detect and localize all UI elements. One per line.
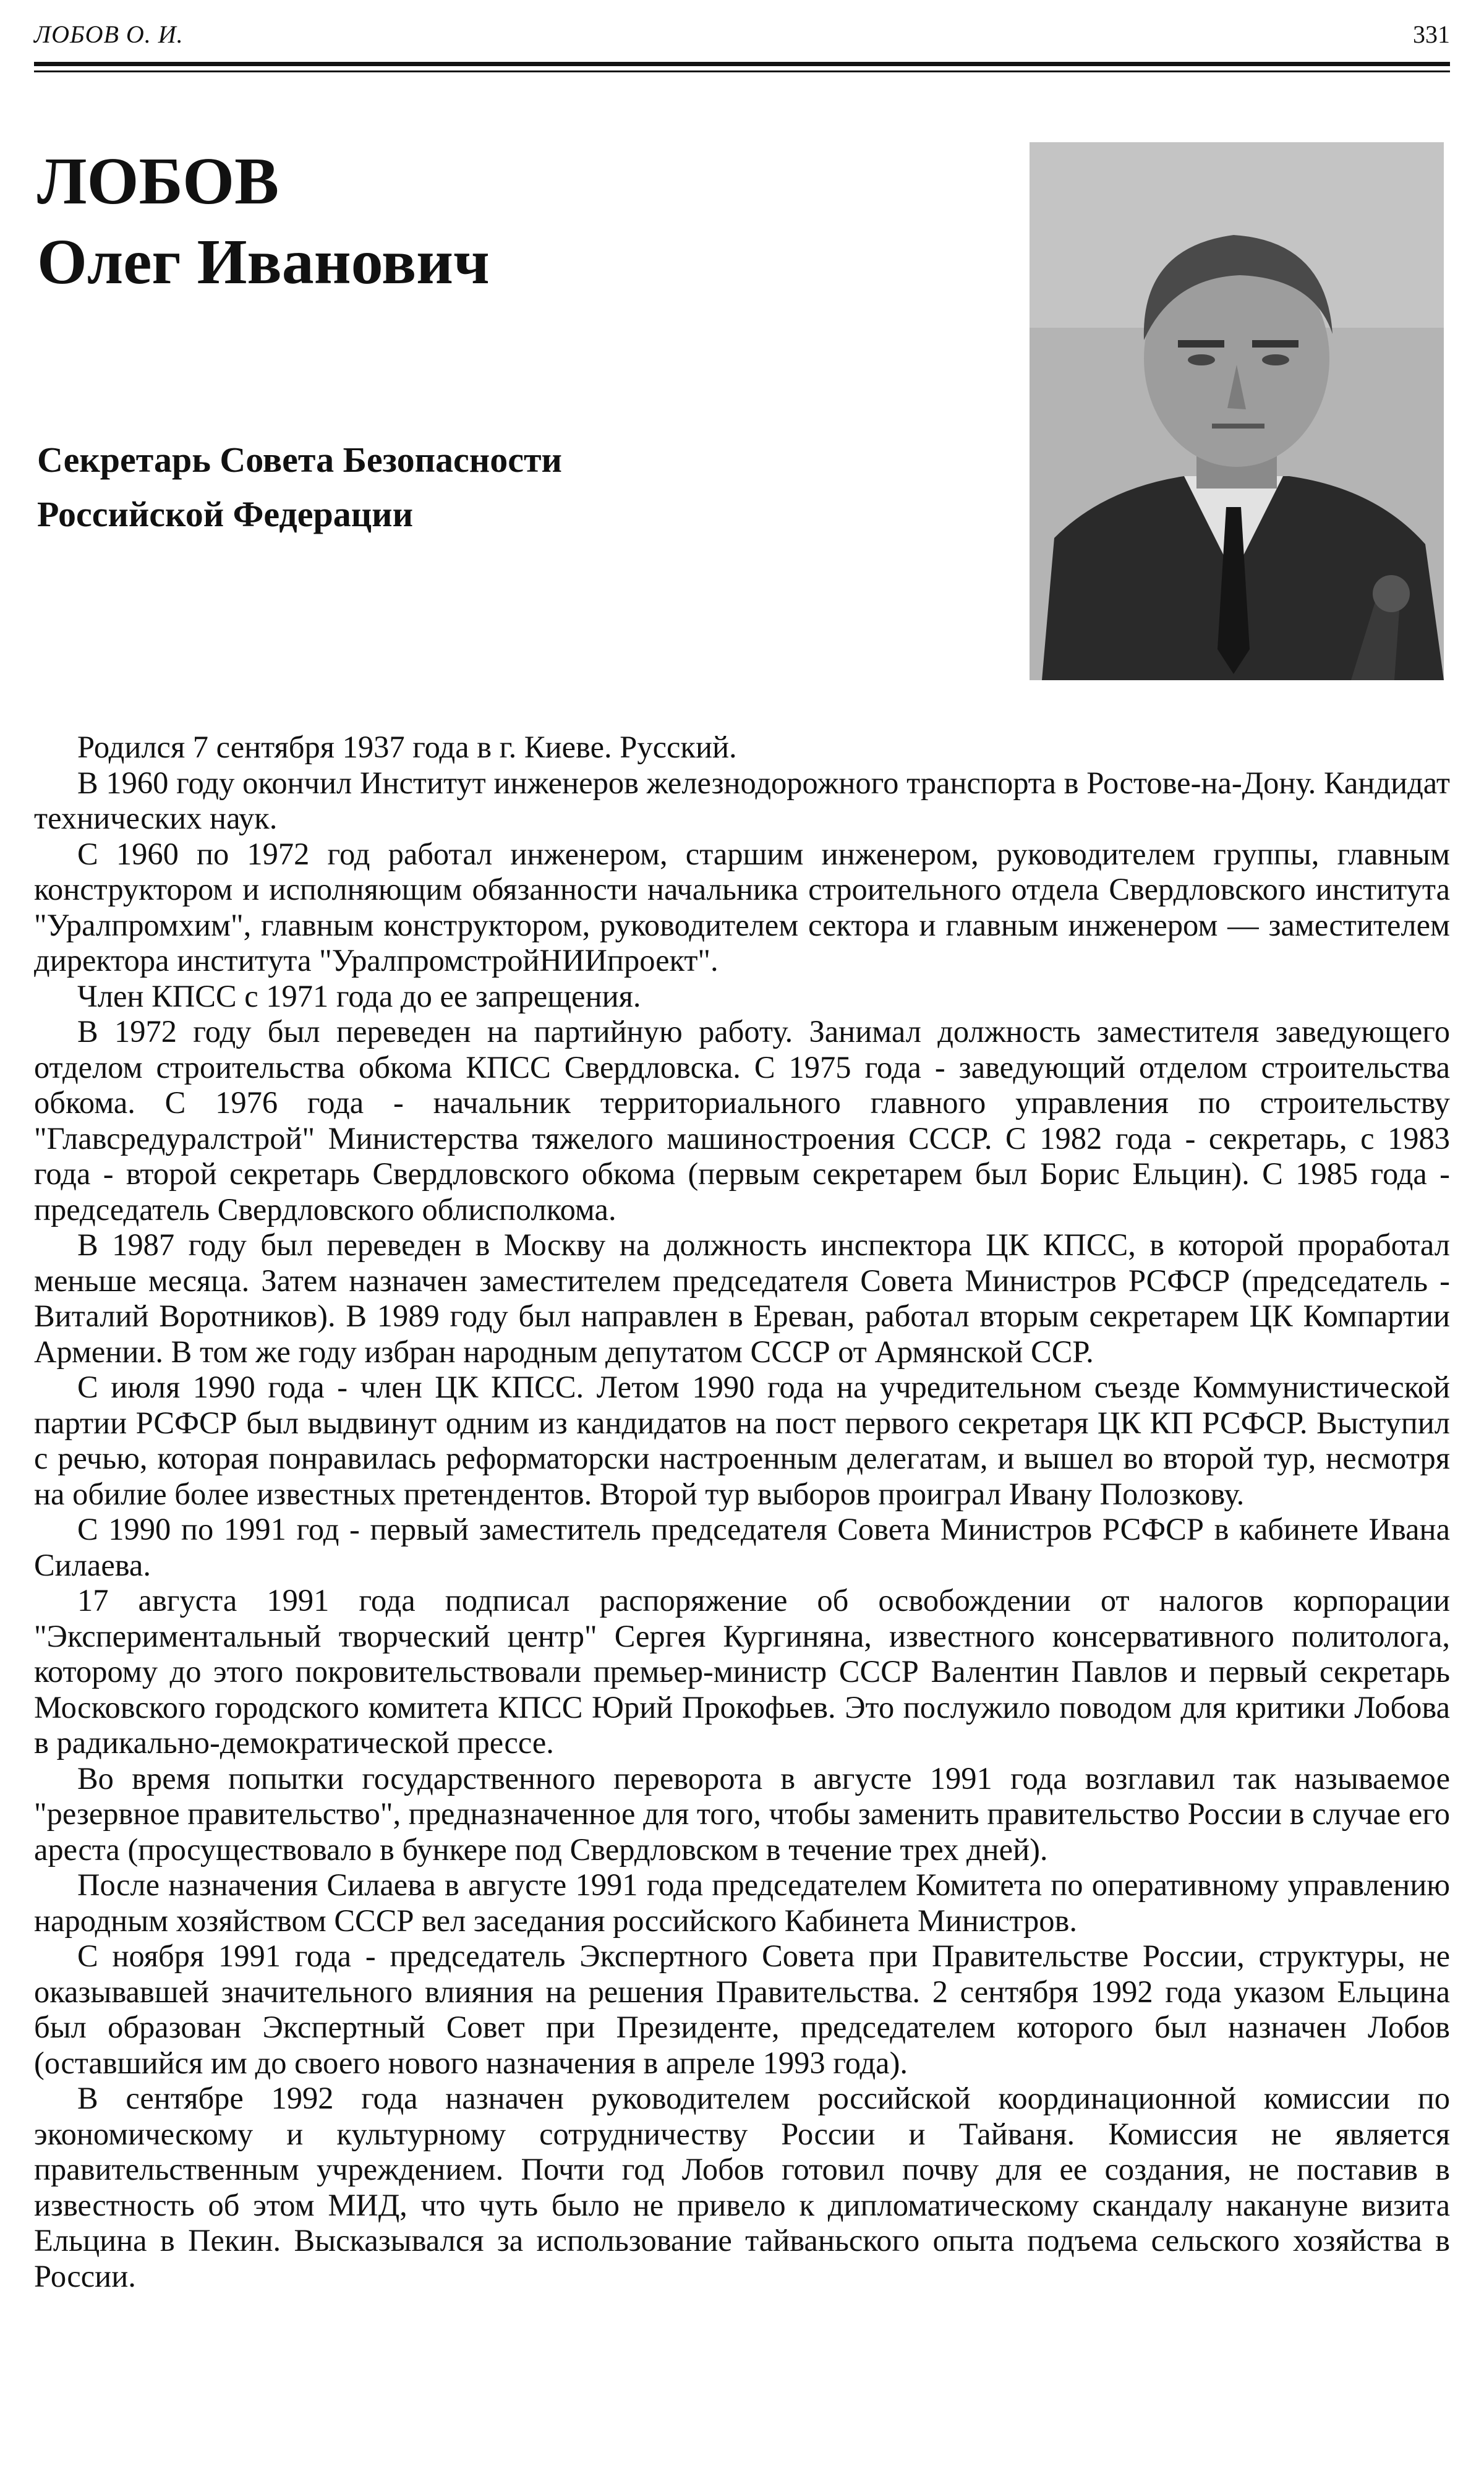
running-head-author: ЛОБОВ О. И. [34,20,184,48]
bio-paragraph: В 1960 году окончил Институт инженеров железнодорожного транспорта в Ростове-на-Дону. Кандидат технических наук. [34,765,1450,835]
running-head [34,20,1450,51]
header-rule-thin [34,70,1450,72]
position-title-line-1: Секретарь Совета Безопасности [37,440,562,480]
person-surname: ЛОБОВ [37,145,279,218]
bio-paragraph: С 1990 по 1991 год - первый заместитель председателя Совета Министров РСФСР в кабинете Ивана Силаева. [34,1512,1450,1582]
biography-text [34,730,1450,2294]
bio-paragraph: Во время попытки государственного переворота в августе 1991 года возглавил так называемое "резервное правительство", предназначенное для того, чтобы заменить правительство России в случае его ареста (просуществовало в бункере под Свердловском в течение трех дней). [34,1760,1450,1867]
position-title [37,433,562,542]
bio-paragraph: С июля 1990 года - член ЦК КПСС. Летом 1990 года на учредительном съезде Коммунистической партии РСФСР был выдвинут одним из кандидатов на пост первого секретаря ЦК КП РСФСР. Выступил с речью, которая понравилась реформаторски настроенным делегатам, и вышел во второй тур, несмотря на обилие более известных претендентов. Второй тур выборов проиграл Ивану Полозкову. [34,1370,1450,1511]
header-rule-thick [34,62,1450,66]
bio-paragraph: В 1972 году был переведен на партийную работу. Занимал должность заместителя заведующего отделом строительства обкома КПСС Свердловска. С 1975 года - заведующий отделом строительства обкома. С 1976 года - начальник территориального главного управления по строительству "Главсредуралстрой" Министерства тяжелого машиностроения СССР. С 1982 года - секретарь, с 1983 года - второй секретарь Свердловского обкома (первым секретарем был Борис Ельцин). С 1985 года - председатель Свердловского облисполкома. [34,1014,1450,1227]
bio-paragraph: 17 августа 1991 года подписал распоряжение об освобождении от налогов корпорации "Экспериментальный творческий центр" Сергея Кургиняна, известного консервативного политолога, которому до этого покровительствовали премьер-министр СССР Валентин Павлов и первый секретарь Московского городского комитета КПСС Юрий Прокофьев. Это послужило поводом для критики Лобова в радикально-демократической прессе. [34,1583,1450,1760]
page-number: 331 [1413,20,1450,48]
portrait-photo [1030,142,1444,680]
bio-paragraph: В сентябре 1992 года назначен руководителем российской координационной комиссии по экономическому и культурному сотрудничеству России и Тайваня. Комиссия не является правительственным учреждением. Почти год Лобов готовил почву для ее создания, не поставив в известность об этом МИД, что чуть было не привело к дипломатическому скандалу накануне визита Ельцина в Пекин. Высказывался за использование тайваньского опыта подъема сельского хозяйства в России. [34,2081,1450,2294]
bio-paragraph: С 1960 по 1972 год работал инженером, старшим инженером, руководителем группы, главным конструктором и исполняющим обязанности начальника строительного отдела Свердловского института "Уралпромхим", главным конструктором, руководителем сектора и главным инженером — заместителем директора института "УралпромстройНИИпроект". [34,836,1450,978]
bio-paragraph: В 1987 году был переведен в Москву на должность инспектора ЦК КПСС, в которой проработал меньше месяца. Затем назначен заместителем председателя Совета Министров РСФСР (председатель - Виталий Воротников). В 1989 году был направлен в Ереван, работал вторым секретарем ЦК Компартии Армении. В том же году избран народным депутатом СССР от Армянской ССР. [34,1227,1450,1369]
bio-paragraph: После назначения Силаева в августе 1991 года председателем Комитета по оперативному управлению народным хозяйством СССР вел заседания российского Кабинета Министров. [34,1867,1450,1938]
portrait-illustration [1030,142,1444,680]
bio-paragraph: С ноября 1991 года - председатель Экспертного Совета при Правительстве России, структуры, не оказывавшей значительного влияния на решения Правительства. 2 сентября 1992 года указом Ельцина был образован Экспертный Совет при Президенте, председателем которого был назначен Лобов (оставшийся им до своего нового назначения в апреле 1993 года). [34,1939,1450,2080]
position-title-line-2: Российской Федерации [37,494,414,534]
person-given-names: Олег Иванович [37,226,490,297]
bio-paragraph: Родился 7 сентября 1937 года в г. Киеве. Русский. [77,730,737,764]
bio-paragraph: Член КПСС с 1971 года до ее запрещения. [77,978,641,1013]
